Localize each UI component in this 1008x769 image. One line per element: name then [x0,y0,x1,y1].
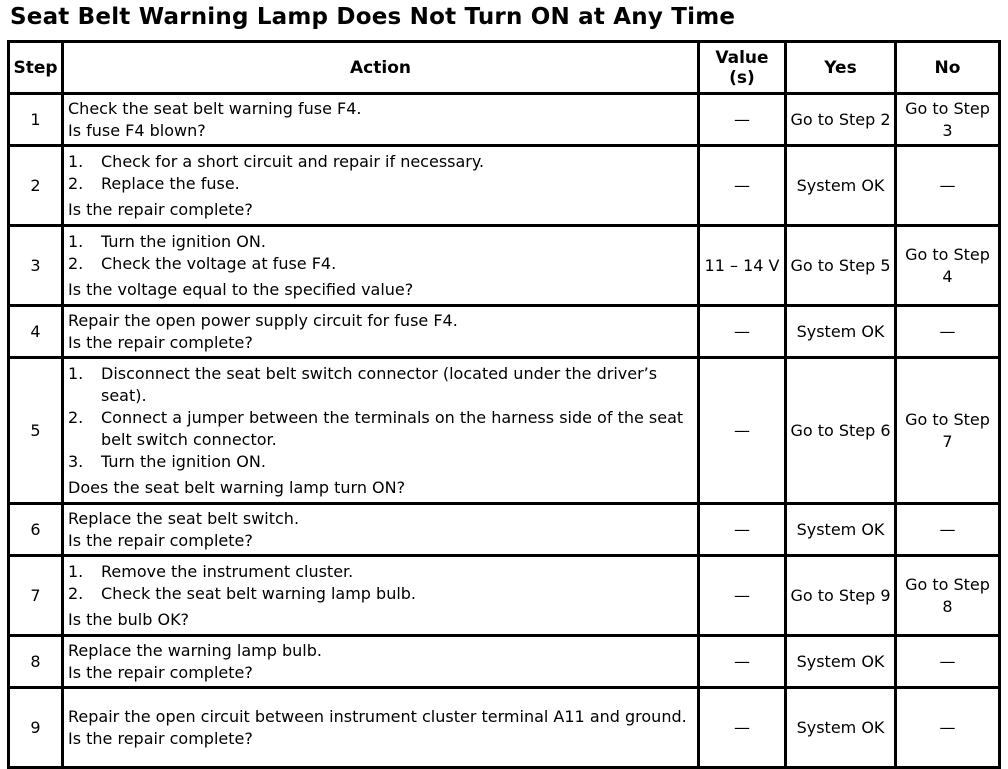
step-index: 2. [68,173,84,193]
action-question: Is the repair complete? [68,662,253,682]
value-cell: 11 – 14 V [699,226,786,306]
step-text: Check the seat belt warning lamp bulb. [101,583,417,603]
step-index: 2. [68,407,84,427]
table-row [9,146,1000,226]
value-cell: — [699,688,786,768]
table-row [9,226,1000,306]
table-row [9,504,1000,556]
no-cell: — [896,636,1000,688]
action-steps [68,561,694,605]
action-text: Replace the seat belt switch. [68,508,300,528]
header-no: No [896,42,1000,94]
action-step [68,451,694,473]
action-cell [63,688,699,768]
action-question: Is the repair complete? [68,199,253,219]
value-cell: — [699,306,786,358]
no-cell: Go to Step 4 [896,226,1000,306]
table-row [9,306,1000,358]
action-cell [63,306,699,358]
no-cell: — [896,146,1000,226]
action-question: Is fuse F4 blown? [68,120,206,140]
table-row [9,636,1000,688]
step-text: Turn the ignition ON. [101,231,266,251]
action-steps [68,231,694,275]
step-number: 3 [9,226,63,306]
step-number: 9 [9,688,63,768]
step-index: 2. [68,583,84,603]
table-row [9,556,1000,636]
step-index: 1. [68,231,84,251]
step-number: 8 [9,636,63,688]
step-number: 4 [9,306,63,358]
yes-cell: System OK [786,504,896,556]
action-text: Replace the warning lamp bulb. [68,640,322,660]
table-row [9,94,1000,146]
header-row [9,42,1000,94]
action-steps [68,363,694,473]
action-cell [63,226,699,306]
yes-cell: Go to Step 5 [786,226,896,306]
header-action: Action [63,42,699,94]
page-title: Seat Belt Warning Lamp Does Not Turn ON at Any Time [10,4,736,30]
step-number: 6 [9,504,63,556]
action-text: Repair the open circuit between instrument cluster terminal A11 and ground. [68,706,687,726]
no-cell: Go to Step 8 [896,556,1000,636]
action-question: Is the voltage equal to the specified value? [68,279,414,299]
action-step [68,151,694,173]
diagnostic-table [7,40,1001,769]
table-row [9,688,1000,768]
action-question: Is the repair complete? [68,332,253,352]
action-step [68,561,694,583]
no-cell: — [896,688,1000,768]
value-cell: — [699,636,786,688]
step-text: Turn the ignition ON. [101,451,266,471]
no-cell: Go to Step 3 [896,94,1000,146]
step-text: Replace the fuse. [101,173,240,193]
action-question: Is the repair complete? [68,530,253,550]
step-text: Connect a jumper between the terminals on the harness side of the seat belt switch connector. [101,407,684,449]
step-text: Remove the instrument cluster. [101,561,354,581]
yes-cell: Go to Step 6 [786,358,896,504]
action-question: Is the repair complete? [68,728,253,748]
table-body [9,94,1000,768]
action-step [68,583,694,605]
yes-cell: System OK [786,636,896,688]
step-index: 2. [68,253,84,273]
step-index: 3. [68,451,84,471]
action-cell [63,146,699,226]
value-cell: — [699,358,786,504]
header-yes: Yes [786,42,896,94]
value-cell: — [699,504,786,556]
step-number: 7 [9,556,63,636]
step-number: 5 [9,358,63,504]
action-cell [63,636,699,688]
yes-cell: Go to Step 2 [786,94,896,146]
yes-cell: System OK [786,688,896,768]
action-step [68,407,694,451]
value-cell: — [699,556,786,636]
action-cell [63,504,699,556]
yes-cell: System OK [786,146,896,226]
table-row [9,358,1000,504]
no-cell: — [896,504,1000,556]
action-question: Is the bulb OK? [68,609,190,629]
action-step [68,253,694,275]
yes-cell: System OK [786,306,896,358]
yes-cell: Go to Step 9 [786,556,896,636]
action-step [68,173,694,195]
action-cell [63,358,699,504]
action-question: Does the seat belt warning lamp turn ON? [68,477,406,497]
step-index: 1. [68,151,84,171]
value-cell: — [699,94,786,146]
step-index: 1. [68,561,84,581]
step-text: Disconnect the seat belt switch connector (located under the driver’s seat). [101,363,658,405]
action-cell [63,94,699,146]
value-cell: — [699,146,786,226]
action-text: Check the seat belt warning fuse F4. [68,98,362,118]
action-steps [68,151,694,195]
header-step: Step [9,42,63,94]
step-number: 1 [9,94,63,146]
header-value: Value (s) [699,42,786,94]
no-cell: — [896,306,1000,358]
action-step [68,231,694,253]
step-text: Check for a short circuit and repair if necessary. [101,151,485,171]
action-cell [63,556,699,636]
no-cell: Go to Step 7 [896,358,1000,504]
action-step [68,363,694,407]
step-index: 1. [68,363,84,383]
action-text: Repair the open power supply circuit for fuse F4. [68,310,458,330]
step-number: 2 [9,146,63,226]
step-text: Check the voltage at fuse F4. [101,253,337,273]
